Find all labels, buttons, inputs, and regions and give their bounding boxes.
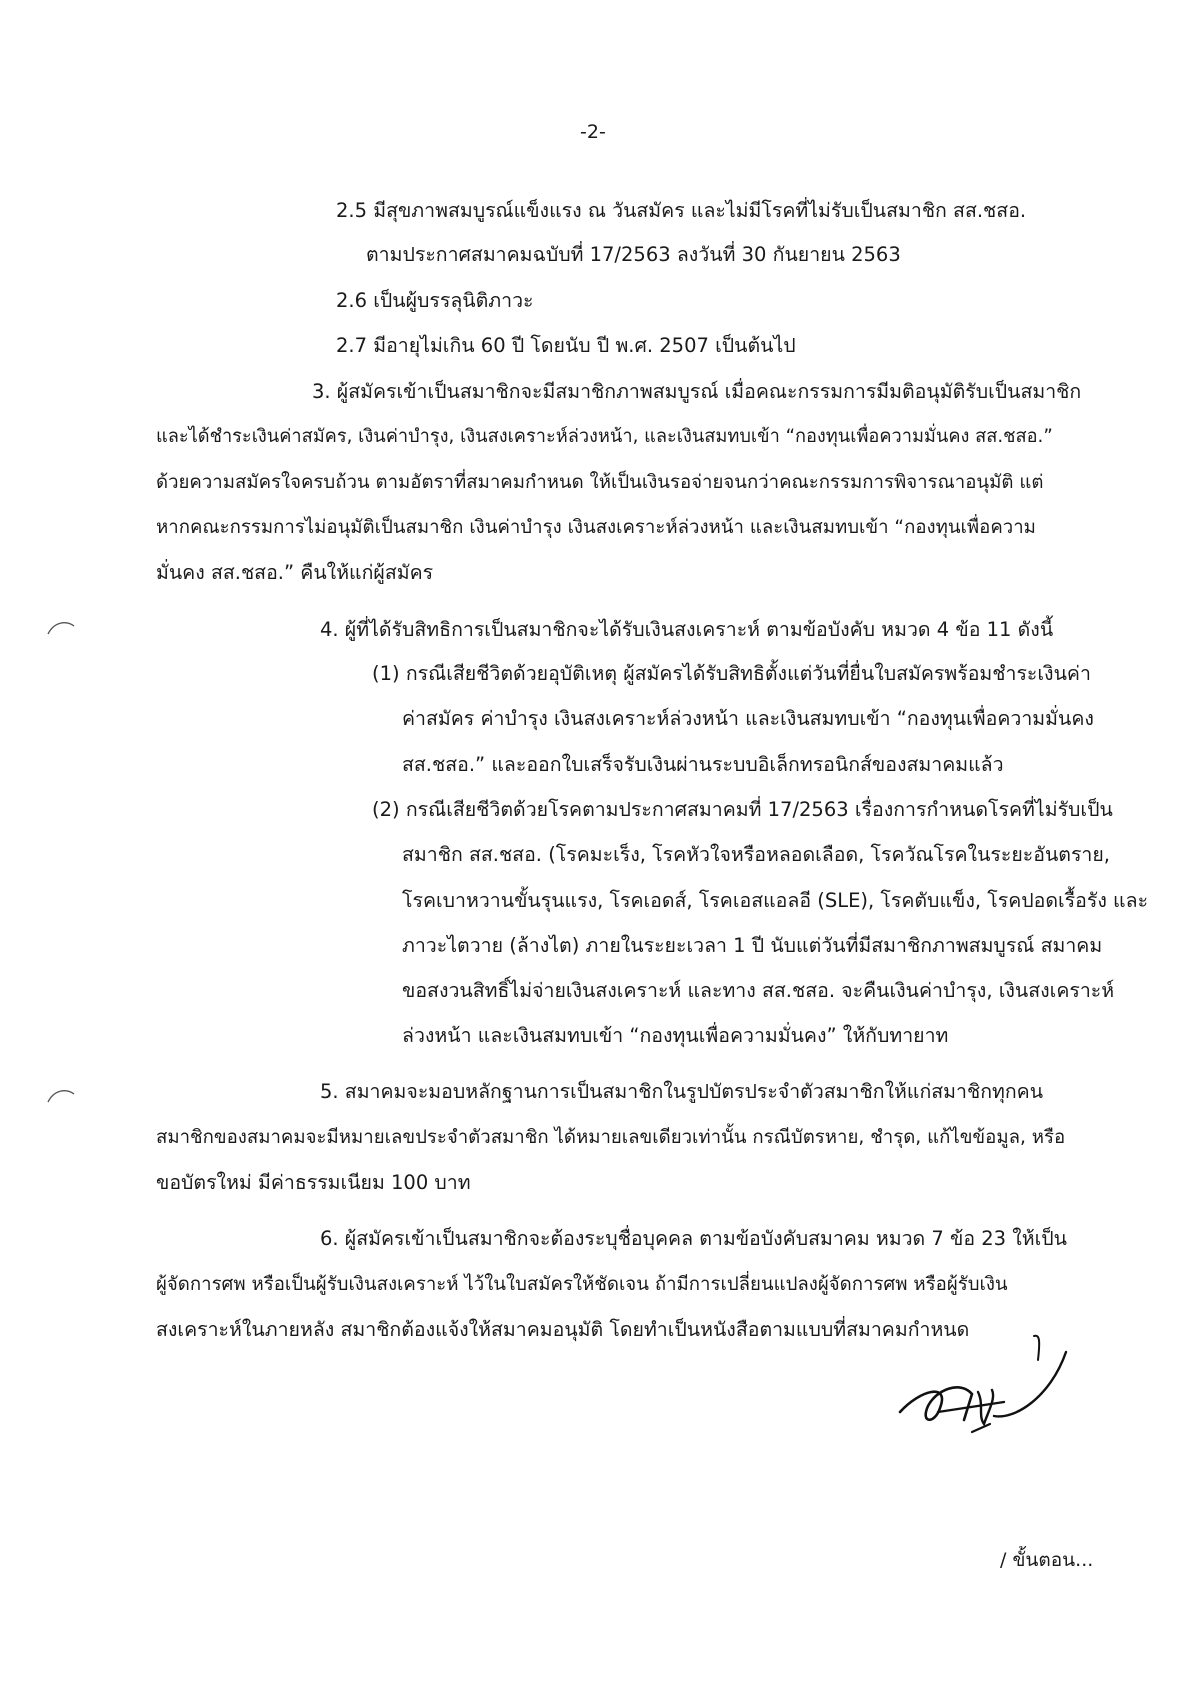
clause-4-1-line-1: (1) กรณีเสียชีวิตด้วยอุบัติเหตุ ผู้สมัครได้รับสิทธิตั้งแต่วันที่ยื่นใบสมัครพร้อมชำระเงินค่า (372, 662, 1091, 685)
handwritten-signature-icon (880, 1320, 1080, 1450)
clause-3-line-5: มั่นคง สส.ชสอ.” คืนให้แก่ผู้สมัคร (156, 561, 434, 584)
clause-2-6: 2.6 เป็นผู้บรรลุนิติภาวะ (336, 289, 534, 312)
scan-mark-icon (46, 1086, 76, 1106)
clause-4-2-line-3: โรคเบาหวานขั้นรุนแรง, โรคเอดส์, โรคเอสแอลอี (SLE), โรคตับแข็ง, โรคปอดเรื้อรัง และ (402, 889, 1149, 912)
clause-6-line-3: สงเคราะห์ในภายหลัง สมาชิกต้องแจ้งให้สมาคมอนุมัติ โดยทำเป็นหนังสือตามแบบที่สมาคมกำหนด (156, 1318, 970, 1341)
page-number: -2- (580, 121, 606, 143)
clause-3-line-2: และได้ชำระเงินค่าสมัคร, เงินค่าบำรุง, เงินสงเคราะห์ล่วงหน้า, และเงินสมทบเข้า “กองทุนเพื่อความมั่นคง สส.ชสอ.” (156, 426, 1053, 447)
clause-4-2-line-5: ขอสงวนสิทธิ์ไม่จ่ายเงินสงเคราะห์ และทาง สส.ชสอ. จะคืนเงินค่าบำรุง, เงินสงเคราะห์ (402, 979, 1115, 1002)
clause-4-1-line-3: สส.ชสอ.” และออกใบเสร็จรับเงินผ่านระบบอิเล็กทรอนิกส์ของสมาคมแล้ว (402, 753, 1004, 776)
clause-3-line-4: หากคณะกรรมการไม่อนุมัติเป็นสมาชิก เงินค่าบำรุง เงินสงเคราะห์ล่วงหน้า และเงินสมทบเข้า “กองทุนเพื่อความ (156, 517, 1036, 538)
clause-6-line-2: ผู้จัดการศพ หรือเป็นผู้รับเงินสงเคราะห์ ไว้ในใบสมัครให้ชัดเจน ถ้ามีการเปลี่ยนแปลงผู้จัดการศพ หรือผู้รับเงิน (156, 1274, 1008, 1295)
clause-2-5-line-2: ตามประกาศสมาคมฉบับที่ 17/2563 ลงวันที่ 30 กันยายน 2563 (366, 243, 901, 266)
clause-2-7: 2.7 มีอายุไม่เกิน 60 ปี โดยนับ ปี พ.ศ. 2507 เป็นต้นไป (336, 334, 796, 357)
clause-3-line-1: 3. ผู้สมัครเข้าเป็นสมาชิกจะมีสมาชิกภาพสมบูรณ์ เมื่อคณะกรรมการมีมติอนุมัติรับเป็นสมาชิก (312, 380, 1082, 403)
clause-4-2-line-2: สมาชิก สส.ชสอ. (โรคมะเร็ง, โรคหัวใจหรือหลอดเลือด, โรควัณโรคในระยะอันตราย, (402, 843, 1110, 866)
clause-5-line-3: ขอบัตรใหม่ มีค่าธรรมเนียม 100 บาท (156, 1171, 471, 1194)
scan-mark-icon (46, 618, 76, 638)
clause-2-5-line-1: 2.5 มีสุขภาพสมบูรณ์แข็งแรง ณ วันสมัคร และไม่มีโรคที่ไม่รับเป็นสมาชิก สส.ชสอ. (336, 199, 1027, 222)
clause-4-1-line-2: ค่าสมัคร ค่าบำรุง เงินสงเคราะห์ล่วงหน้า และเงินสมทบเข้า “กองทุนเพื่อความมั่นคง (402, 707, 1094, 730)
footer-continuation: / ขั้นตอน... (1000, 1549, 1094, 1571)
clause-5-line-1: 5. สมาคมจะมอบหลักฐานการเป็นสมาชิกในรูปบัตรประจำตัวสมาชิกให้แก่สมาชิกทุกคน (320, 1080, 1044, 1103)
clause-3-line-3: ด้วยความสมัครใจครบถ้วน ตามอัตราที่สมาคมกำหนด ให้เป็นเงินรอจ่ายจนกว่าคณะกรรมการพิจารณาอนุมัติ แต่ (156, 472, 1044, 493)
clause-5-line-2: สมาชิกของสมาคมจะมีหมายเลขประจำตัวสมาชิก ได้หมายเลขเดียวเท่านั้น กรณีบัตรหาย, ชำรุด, แก้ไขข้อมูล, หรือ (156, 1127, 1066, 1148)
clause-4-2-line-1: (2) กรณีเสียชีวิตด้วยโรคตามประกาศสมาคมที่ 17/2563 เรื่องการกำหนดโรคที่ไม่รับเป็น (372, 798, 1113, 821)
clause-4-2-line-4: ภาวะไตวาย (ล้างไต) ภายในระยะเวลา 1 ปี นับแต่วันที่มีสมาชิกภาพสมบูรณ์ สมาคม (402, 934, 1103, 957)
clause-4-2-line-6: ล่วงหน้า และเงินสมทบเข้า “กองทุนเพื่อความมั่นคง” ให้กับทายาท (402, 1024, 949, 1047)
clause-4: 4. ผู้ที่ได้รับสิทธิการเป็นสมาชิกจะได้รับเงินสงเคราะห์ ตามข้อบังคับ หมวด 4 ข้อ 11 ดังนี้ (320, 618, 1054, 641)
clause-6-line-1: 6. ผู้สมัครเข้าเป็นสมาชิกจะต้องระบุชื่อบุคคล ตามข้อบังคับสมาคม หมวด 7 ข้อ 23 ให้เป็น (320, 1227, 1068, 1250)
